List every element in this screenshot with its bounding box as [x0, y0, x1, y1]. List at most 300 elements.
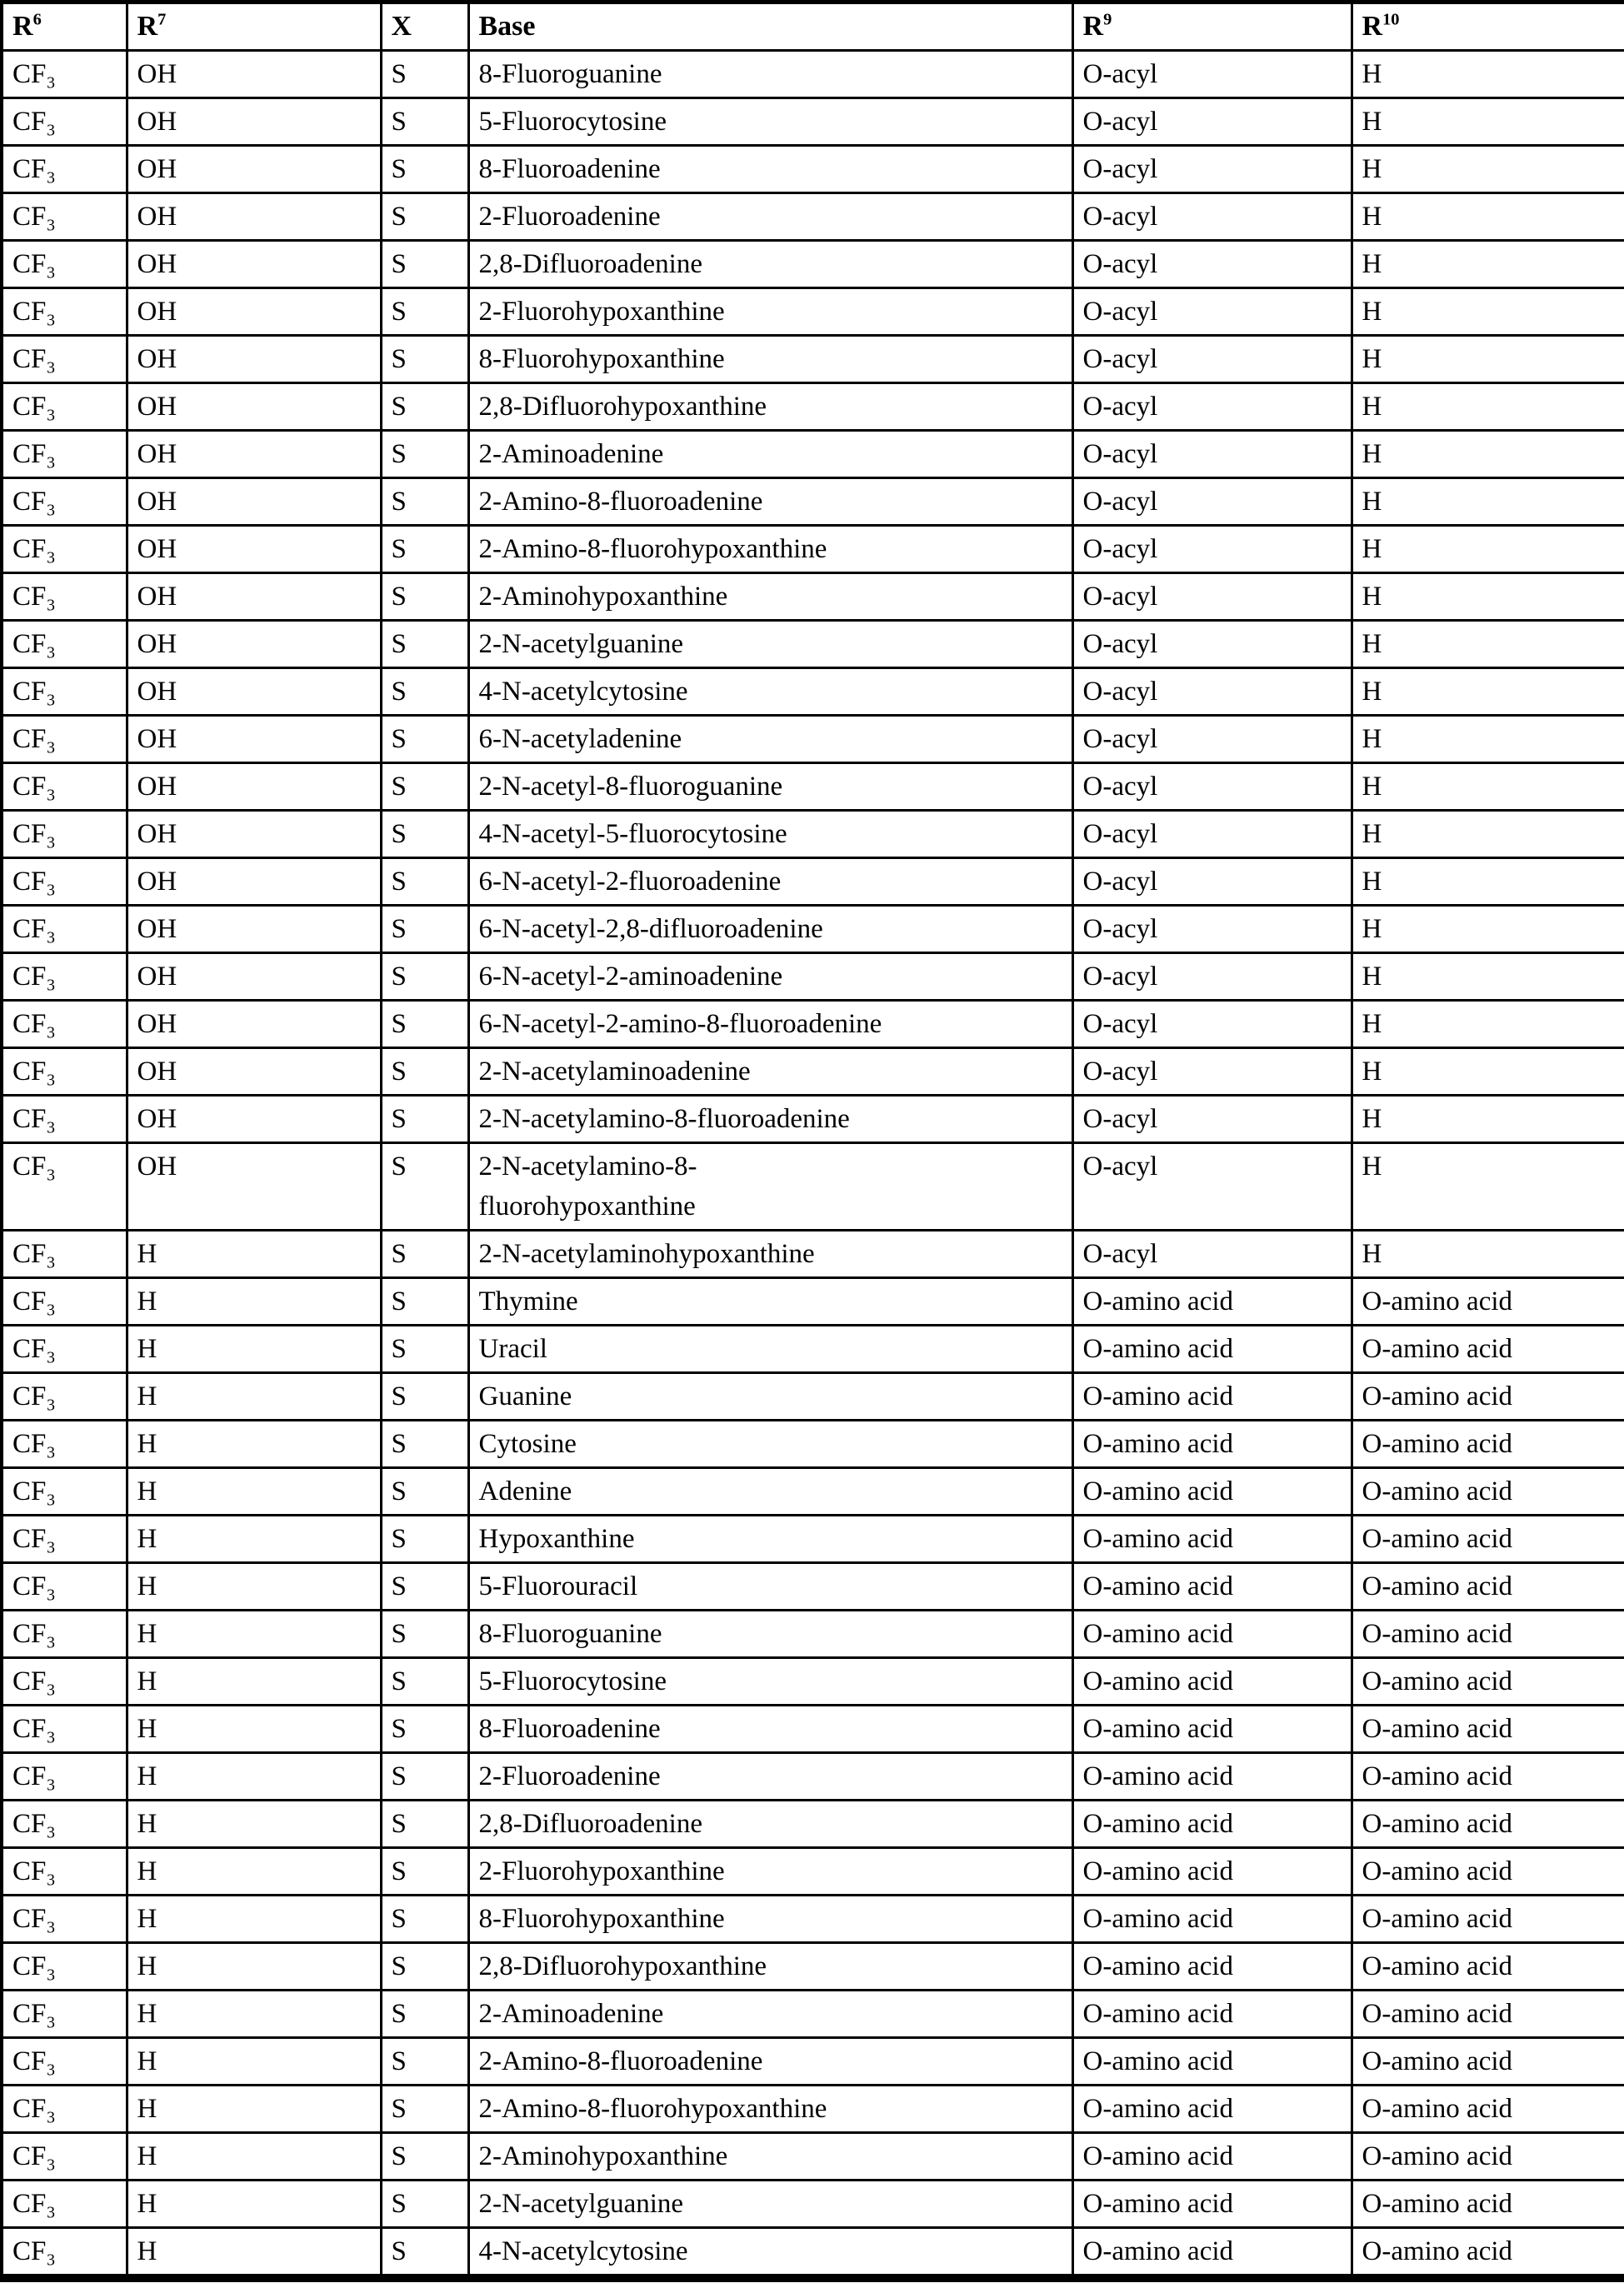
cell-r7: OH	[127, 383, 381, 431]
table-row	[2, 431, 1624, 478]
cell-r7: OH	[127, 336, 381, 383]
cell-x: S	[381, 573, 468, 621]
cell-r9: O-amino acid	[1072, 1278, 1352, 1326]
cell-r10: H	[1352, 1048, 1624, 1096]
cell-r7: OH	[127, 241, 381, 288]
cell-x: S	[381, 953, 468, 1001]
cell-r10: H	[1352, 621, 1624, 668]
cell-base: 2-Aminohypoxanthine	[468, 2133, 1072, 2181]
cell-r7: H	[127, 1943, 381, 1991]
table-row	[2, 1516, 1624, 1563]
cell-r10: H	[1352, 1143, 1624, 1231]
table-row	[2, 858, 1624, 906]
cell-r6: CF₃	[2, 1896, 127, 1943]
cell-r6: CF₃	[2, 1143, 127, 1231]
cell-base: 2,8-Difluorohypoxanthine	[468, 383, 1072, 431]
table-row	[2, 526, 1624, 573]
table-row	[2, 2181, 1624, 2228]
table-row	[2, 573, 1624, 621]
table-row	[2, 51, 1624, 98]
cell-base: 2-Amino-8-fluoroadenine	[468, 2038, 1072, 2086]
cell-r10: H	[1352, 431, 1624, 478]
cell-r10: O-amino acid	[1352, 1658, 1624, 1706]
cell-r10: O-amino acid	[1352, 1278, 1624, 1326]
cell-r9: O-amino acid	[1072, 1421, 1352, 1468]
cell-r7: OH	[127, 1096, 381, 1143]
cell-x: S	[381, 383, 468, 431]
cell-r10: O-amino acid	[1352, 1611, 1624, 1658]
cell-base: 2-Fluorohypoxanthine	[468, 1848, 1072, 1896]
cell-r7: H	[127, 1706, 381, 1753]
cell-r9: O-amino acid	[1072, 1373, 1352, 1421]
cell-base: 2-N-acetylamino-8- fluorohypoxanthine	[468, 1143, 1072, 1231]
cell-base: 2,8-Difluoroadenine	[468, 1801, 1072, 1848]
cell-r10: O-amino acid	[1352, 1516, 1624, 1563]
cell-r10: O-amino acid	[1352, 1848, 1624, 1896]
cell-r10: H	[1352, 811, 1624, 858]
cell-x: S	[381, 1326, 468, 1373]
cell-r10: H	[1352, 1096, 1624, 1143]
cell-r9: O-acyl	[1072, 668, 1352, 716]
cell-r6: CF₃	[2, 431, 127, 478]
cell-r9: O-acyl	[1072, 811, 1352, 858]
cell-r6: CF₃	[2, 1048, 127, 1096]
cell-r9: O-amino acid	[1072, 1516, 1352, 1563]
cell-r10: O-amino acid	[1352, 1801, 1624, 1848]
cell-r9: O-acyl	[1072, 621, 1352, 668]
cell-r9: O-amino acid	[1072, 1991, 1352, 2038]
cell-r6: CF₃	[2, 811, 127, 858]
cell-r7: H	[127, 1801, 381, 1848]
cell-x: S	[381, 2086, 468, 2133]
cell-x: S	[381, 478, 468, 526]
cell-base: Cytosine	[468, 1421, 1072, 1468]
cell-r9: O-acyl	[1072, 383, 1352, 431]
cell-base: 5-Fluorocytosine	[468, 1658, 1072, 1706]
cell-r10: H	[1352, 241, 1624, 288]
cell-r10: H	[1352, 383, 1624, 431]
cell-x: S	[381, 2181, 468, 2228]
cell-r9: O-amino acid	[1072, 1753, 1352, 1801]
cell-r6: CF₃	[2, 668, 127, 716]
cell-x: S	[381, 2133, 468, 2181]
table-row	[2, 383, 1624, 431]
cell-r10: O-amino acid	[1352, 2133, 1624, 2181]
cell-r10: O-amino acid	[1352, 1468, 1624, 1516]
cell-base: 2-N-acetylguanine	[468, 2181, 1072, 2228]
table-row	[2, 1706, 1624, 1753]
table-row	[2, 98, 1624, 146]
cell-r9: O-acyl	[1072, 431, 1352, 478]
cell-r9: O-acyl	[1072, 1143, 1352, 1231]
cell-r6: CF₃	[2, 1421, 127, 1468]
cell-r10: O-amino acid	[1352, 1706, 1624, 1753]
cell-base: 6-N-acetyl-2-fluoroadenine	[468, 858, 1072, 906]
cell-r7: H	[127, 1421, 381, 1468]
cell-r6: CF₃	[2, 51, 127, 98]
cell-r7: OH	[127, 1001, 381, 1048]
cell-r9: O-amino acid	[1072, 2086, 1352, 2133]
table-row	[2, 288, 1624, 336]
cell-r10: H	[1352, 193, 1624, 241]
cell-r10: H	[1352, 1001, 1624, 1048]
cell-x: S	[381, 1278, 468, 1326]
cell-base: 2-Fluoroadenine	[468, 1753, 1072, 1801]
cell-r7: OH	[127, 621, 381, 668]
cell-r7: OH	[127, 953, 381, 1001]
cell-r9: O-amino acid	[1072, 1943, 1352, 1991]
cell-r6: CF₃	[2, 336, 127, 383]
cell-base: 8-Fluorohypoxanthine	[468, 336, 1072, 383]
table-row	[2, 2228, 1624, 2279]
cell-r6: CF₃	[2, 1278, 127, 1326]
cell-r9: O-amino acid	[1072, 1468, 1352, 1516]
cell-r7: OH	[127, 1048, 381, 1096]
cell-r7: OH	[127, 478, 381, 526]
cell-base: 8-Fluoroadenine	[468, 146, 1072, 193]
cell-r7: H	[127, 1326, 381, 1373]
cell-r10: H	[1352, 763, 1624, 811]
cell-r7: OH	[127, 98, 381, 146]
cell-r10: H	[1352, 573, 1624, 621]
cell-r9: O-acyl	[1072, 288, 1352, 336]
cell-x: S	[381, 1848, 468, 1896]
cell-r6: CF₃	[2, 2228, 127, 2279]
cell-x: S	[381, 1801, 468, 1848]
cell-r9: O-acyl	[1072, 716, 1352, 763]
cell-x: S	[381, 1001, 468, 1048]
cell-base: 2-Aminoadenine	[468, 431, 1072, 478]
cell-r7: OH	[127, 51, 381, 98]
cell-r6: CF₃	[2, 621, 127, 668]
cell-r10: H	[1352, 51, 1624, 98]
cell-r10: O-amino acid	[1352, 1421, 1624, 1468]
table-row	[2, 1658, 1624, 1706]
table-row	[2, 953, 1624, 1001]
cell-base: 4-N-acetyl-5-fluorocytosine	[468, 811, 1072, 858]
cell-r7: H	[127, 2228, 381, 2279]
cell-x: S	[381, 668, 468, 716]
cell-r6: CF₃	[2, 1753, 127, 1801]
cell-r6: CF₃	[2, 2086, 127, 2133]
cell-base: Hypoxanthine	[468, 1516, 1072, 1563]
cell-r6: CF₃	[2, 1516, 127, 1563]
cell-r9: O-amino acid	[1072, 1848, 1352, 1896]
cell-r9: O-acyl	[1072, 763, 1352, 811]
cell-base: 8-Fluoroguanine	[468, 51, 1072, 98]
cell-x: S	[381, 1611, 468, 1658]
column-header-r7: $R^7$	[127, 2, 381, 51]
cell-base: 2-N-acetylguanine	[468, 621, 1072, 668]
cell-r10: H	[1352, 526, 1624, 573]
cell-r7: OH	[127, 146, 381, 193]
cell-r9: O-acyl	[1072, 573, 1352, 621]
cell-x: S	[381, 2228, 468, 2279]
cell-r6: CF₃	[2, 1468, 127, 1516]
column-header-x: X	[381, 2, 468, 51]
table-row	[2, 1753, 1624, 1801]
cell-r10: O-amino acid	[1352, 2181, 1624, 2228]
cell-x: S	[381, 621, 468, 668]
table-row	[2, 241, 1624, 288]
cell-x: S	[381, 1706, 468, 1753]
cell-base: 2,8-Difluoroadenine	[468, 241, 1072, 288]
cell-base: 6-N-acetyladenine	[468, 716, 1072, 763]
cell-x: S	[381, 193, 468, 241]
cell-x: S	[381, 1096, 468, 1143]
cell-r10: O-amino acid	[1352, 1373, 1624, 1421]
table-row	[2, 668, 1624, 716]
cell-r10: H	[1352, 1231, 1624, 1278]
cell-r7: OH	[127, 193, 381, 241]
table-row	[2, 811, 1624, 858]
cell-r6: CF₃	[2, 383, 127, 431]
cell-x: S	[381, 241, 468, 288]
column-header-sup-r9: 9	[1103, 10, 1112, 29]
cell-r9: O-acyl	[1072, 336, 1352, 383]
cell-r7: OH	[127, 906, 381, 953]
table-row	[2, 1001, 1624, 1048]
table-row	[2, 1991, 1624, 2038]
cell-r10: H	[1352, 146, 1624, 193]
cell-x: S	[381, 51, 468, 98]
cell-r9: O-amino acid	[1072, 2133, 1352, 2181]
cell-r9: O-acyl	[1072, 241, 1352, 288]
table-row	[2, 336, 1624, 383]
cell-x: S	[381, 811, 468, 858]
cell-base: Thymine	[468, 1278, 1072, 1326]
cell-x: S	[381, 1563, 468, 1611]
cell-base: 2-Aminoadenine	[468, 1991, 1072, 2038]
cell-x: S	[381, 431, 468, 478]
cell-r7: H	[127, 1611, 381, 1658]
cell-r6: CF₃	[2, 2133, 127, 2181]
cell-x: S	[381, 1231, 468, 1278]
cell-r9: O-amino acid	[1072, 1563, 1352, 1611]
table-row	[2, 1278, 1624, 1326]
cell-r6: CF₃	[2, 193, 127, 241]
cell-r7: OH	[127, 1143, 381, 1231]
cell-r10: H	[1352, 478, 1624, 526]
cell-r10: O-amino acid	[1352, 1991, 1624, 2038]
cell-base: 2-Amino-8-fluoroadenine	[468, 478, 1072, 526]
cell-r7: H	[127, 1991, 381, 2038]
cell-r6: CF₃	[2, 98, 127, 146]
cell-r6: CF₃	[2, 2038, 127, 2086]
cell-r9: O-amino acid	[1072, 1801, 1352, 1848]
cell-r7: H	[127, 1231, 381, 1278]
cell-base: 2-N-acetylaminoadenine	[468, 1048, 1072, 1096]
cell-r9: O-amino acid	[1072, 1326, 1352, 1373]
table-row	[2, 1896, 1624, 1943]
cell-r6: CF₃	[2, 1563, 127, 1611]
cell-base: Guanine	[468, 1373, 1072, 1421]
cell-r9: O-acyl	[1072, 906, 1352, 953]
cell-x: S	[381, 1991, 468, 2038]
cell-r10: H	[1352, 906, 1624, 953]
cell-x: S	[381, 716, 468, 763]
cell-x: S	[381, 2038, 468, 2086]
cell-r9: O-acyl	[1072, 1048, 1352, 1096]
cell-base: 2-Aminohypoxanthine	[468, 573, 1072, 621]
table-row	[2, 1231, 1624, 1278]
cell-x: S	[381, 1373, 468, 1421]
cell-x: S	[381, 1048, 468, 1096]
column-header-sup-r10: 10	[1382, 10, 1400, 29]
cell-r7: OH	[127, 526, 381, 573]
cell-r7: OH	[127, 811, 381, 858]
cell-r7: OH	[127, 431, 381, 478]
cell-base: 8-Fluoroguanine	[468, 1611, 1072, 1658]
table-row	[2, 1943, 1624, 1991]
cell-r6: CF₃	[2, 1848, 127, 1896]
table-row	[2, 1563, 1624, 1611]
cell-r10: O-amino acid	[1352, 1896, 1624, 1943]
cell-x: S	[381, 1896, 468, 1943]
cell-x: S	[381, 906, 468, 953]
cell-r6: CF₃	[2, 1001, 127, 1048]
cell-r9: O-acyl	[1072, 98, 1352, 146]
cell-base: 2-N-acetylaminohypoxanthine	[468, 1231, 1072, 1278]
cell-r10: O-amino acid	[1352, 2228, 1624, 2279]
cell-r6: CF₃	[2, 146, 127, 193]
table-row	[2, 2038, 1624, 2086]
cell-r9: O-amino acid	[1072, 2038, 1352, 2086]
cell-r10: O-amino acid	[1352, 1753, 1624, 1801]
table-row	[2, 763, 1624, 811]
cell-r10: H	[1352, 288, 1624, 336]
cell-r9: O-amino acid	[1072, 1611, 1352, 1658]
cell-r7: H	[127, 2086, 381, 2133]
cell-r6: CF₃	[2, 573, 127, 621]
cell-r9: O-acyl	[1072, 478, 1352, 526]
cell-r9: O-acyl	[1072, 953, 1352, 1001]
cell-x: S	[381, 98, 468, 146]
table-row	[2, 1848, 1624, 1896]
table-row	[2, 193, 1624, 241]
cell-r7: H	[127, 1468, 381, 1516]
cell-r6: CF₃	[2, 2181, 127, 2228]
cell-r6: CF₃	[2, 1096, 127, 1143]
cell-r6: CF₃	[2, 478, 127, 526]
cell-r7: H	[127, 1848, 381, 1896]
cell-base: 6-N-acetyl-2-amino-8-fluoroadenine	[468, 1001, 1072, 1048]
cell-r6: CF₃	[2, 1991, 127, 2038]
cell-x: S	[381, 288, 468, 336]
table-row	[2, 1326, 1624, 1373]
table-row	[2, 1373, 1624, 1421]
cell-base: 2-Fluorohypoxanthine	[468, 288, 1072, 336]
cell-r7: H	[127, 2181, 381, 2228]
table-row	[2, 1421, 1624, 1468]
cell-x: S	[381, 526, 468, 573]
cell-r9: O-amino acid	[1072, 1706, 1352, 1753]
cell-x: S	[381, 1421, 468, 1468]
cell-r7: H	[127, 1278, 381, 1326]
cell-r7: OH	[127, 763, 381, 811]
cell-r10: H	[1352, 668, 1624, 716]
cell-base: 2-N-acetyl-8-fluoroguanine	[468, 763, 1072, 811]
cell-r6: CF₃	[2, 1326, 127, 1373]
cell-r10: O-amino acid	[1352, 1326, 1624, 1373]
cell-r9: O-amino acid	[1072, 2181, 1352, 2228]
cell-r9: O-acyl	[1072, 146, 1352, 193]
cell-r9: O-acyl	[1072, 1001, 1352, 1048]
cell-x: S	[381, 1516, 468, 1563]
cell-base: 2,8-Difluorohypoxanthine	[468, 1943, 1072, 1991]
cell-r9: O-acyl	[1072, 1231, 1352, 1278]
table-row	[2, 1611, 1624, 1658]
cell-base: 5-Fluorocytosine	[468, 98, 1072, 146]
cell-r6: CF₃	[2, 1231, 127, 1278]
cell-x: S	[381, 1143, 468, 1231]
cell-x: S	[381, 146, 468, 193]
table-row	[2, 2086, 1624, 2133]
cell-x: S	[381, 336, 468, 383]
cell-r10: O-amino acid	[1352, 2038, 1624, 2086]
cell-x: S	[381, 1658, 468, 1706]
cell-r7: OH	[127, 858, 381, 906]
cell-r7: H	[127, 1516, 381, 1563]
column-header-base: Base	[468, 2, 1072, 51]
table-row	[2, 1468, 1624, 1516]
cell-base: 2-Amino-8-fluorohypoxanthine	[468, 2086, 1072, 2133]
cell-base: 2-Fluoroadenine	[468, 193, 1072, 241]
cell-r9: O-acyl	[1072, 526, 1352, 573]
cell-r10: O-amino acid	[1352, 1943, 1624, 1991]
cell-r7: OH	[127, 573, 381, 621]
cell-r7: H	[127, 2133, 381, 2181]
cell-r7: OH	[127, 288, 381, 336]
cell-r10: H	[1352, 98, 1624, 146]
cell-r6: CF₃	[2, 1658, 127, 1706]
cell-r7: H	[127, 2038, 381, 2086]
cell-r9: O-acyl	[1072, 193, 1352, 241]
cell-r10: H	[1352, 336, 1624, 383]
table-row	[2, 478, 1624, 526]
cell-r10: H	[1352, 716, 1624, 763]
cell-r7: H	[127, 1896, 381, 1943]
cell-r10: H	[1352, 953, 1624, 1001]
cell-r6: CF₃	[2, 526, 127, 573]
cell-x: S	[381, 1468, 468, 1516]
cell-r9: O-acyl	[1072, 51, 1352, 98]
cell-base: 2-N-acetylamino-8-fluoroadenine	[468, 1096, 1072, 1143]
cell-r7: H	[127, 1753, 381, 1801]
cell-r10: O-amino acid	[1352, 2086, 1624, 2133]
cell-r6: CF₃	[2, 1373, 127, 1421]
cell-r7: H	[127, 1658, 381, 1706]
cell-r6: CF₃	[2, 906, 127, 953]
cell-r7: H	[127, 1563, 381, 1611]
cell-base: 4-N-acetylcytosine	[468, 668, 1072, 716]
table-row	[2, 146, 1624, 193]
column-header-r9: $R^9$	[1072, 2, 1352, 51]
cell-r10: H	[1352, 858, 1624, 906]
cell-x: S	[381, 858, 468, 906]
table-row	[2, 716, 1624, 763]
cell-base: Uracil	[468, 1326, 1072, 1373]
header-row	[2, 2, 1624, 51]
cell-r9: O-amino acid	[1072, 2228, 1352, 2279]
cell-x: S	[381, 763, 468, 811]
column-header-r6: $R^6$	[2, 2, 127, 51]
cell-r9: O-amino acid	[1072, 1896, 1352, 1943]
cell-r6: CF₃	[2, 1943, 127, 1991]
table-row	[2, 906, 1624, 953]
cell-r6: CF₃	[2, 288, 127, 336]
cell-r10: O-amino acid	[1352, 1563, 1624, 1611]
